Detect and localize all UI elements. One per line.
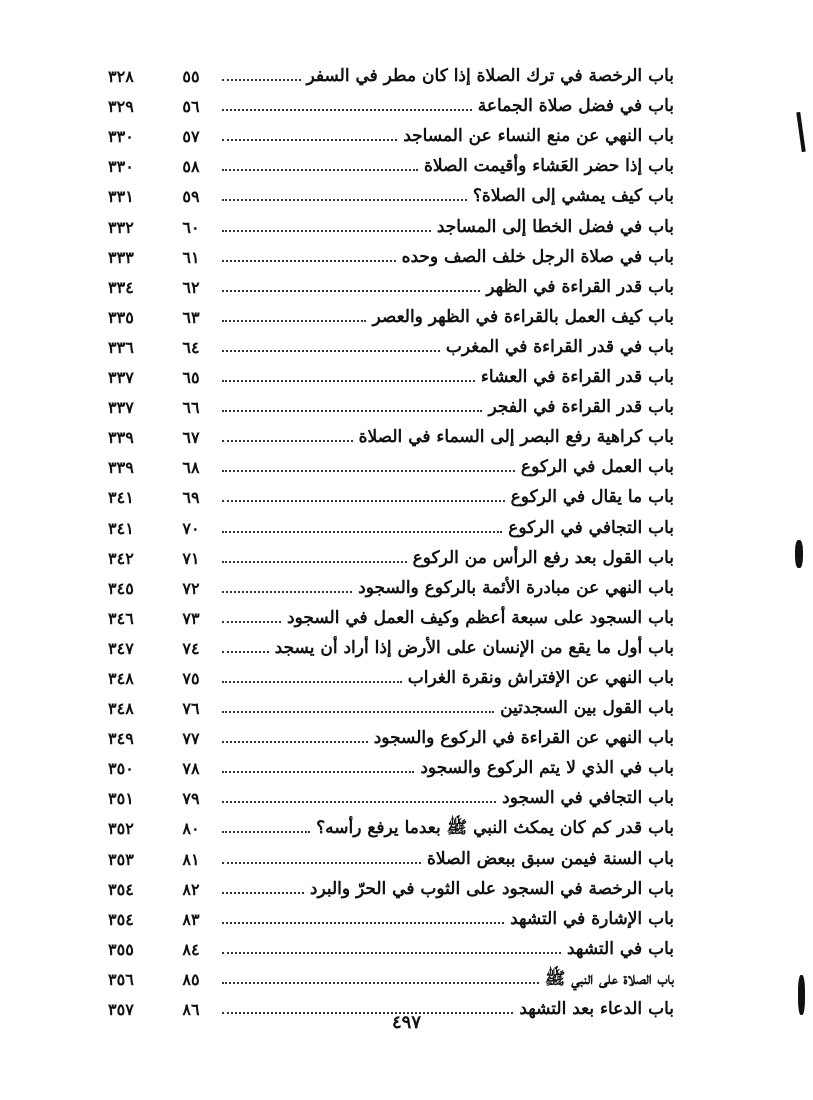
- dot-leader: [222, 530, 502, 533]
- toc-entry-number: ٦٦: [182, 398, 200, 418]
- toc-entry-number: ٦٤: [182, 337, 200, 357]
- toc-entry-page: ٣٣٠: [108, 127, 134, 147]
- dot-leader: [222, 289, 480, 292]
- dot-leader: [222, 740, 368, 743]
- dot-leader: [222, 108, 472, 111]
- toc-entry-number: ٥٦: [182, 97, 200, 117]
- dot-leader: [222, 198, 467, 201]
- toc-row: [108, 903, 674, 933]
- toc-row: [108, 180, 674, 210]
- toc-entry-title: باب قدر القراءة في الظهر: [486, 276, 674, 297]
- toc-entry-page: ٣٤٥: [108, 578, 134, 598]
- toc-entry-number: ٥٨: [182, 157, 200, 177]
- toc-entry-page: ٣٤١: [108, 518, 134, 538]
- toc-row: [108, 842, 674, 872]
- toc-entry-number: ٦١: [182, 247, 200, 267]
- toc-entry-title: باب التجافي في السجود: [502, 788, 674, 809]
- toc-row: [108, 271, 674, 301]
- dot-leader: [222, 800, 496, 803]
- toc-entry-number: ٧٥: [182, 668, 200, 688]
- toc-entry-title: باب كيف يمشي إلى الصلاة؟: [472, 186, 674, 207]
- toc-entry-title: باب أول ما يقع من الإنسان على الأرض إذا أراد أن يسجد: [274, 637, 674, 658]
- toc-entry-number: ٥٧: [182, 127, 200, 147]
- toc-row: [108, 963, 674, 993]
- dot-leader: [222, 620, 281, 623]
- toc-entry-number: ٨٤: [182, 939, 200, 959]
- dot-leader: [222, 259, 396, 262]
- toc-entry-page: ٣٤٦: [108, 608, 134, 628]
- toc-entry-page: ٣٥٤: [108, 879, 134, 899]
- toc-entry-page: ٣٤٨: [108, 699, 134, 719]
- toc-row: [108, 812, 674, 842]
- toc-entry-number: ٦٧: [182, 428, 200, 448]
- toc-row: [108, 572, 674, 602]
- dot-leader: [222, 650, 269, 653]
- toc-entry-number: ٦٩: [182, 488, 200, 508]
- toc-row: [108, 90, 674, 120]
- toc-entry-number: ٦٣: [182, 307, 200, 327]
- toc-entry-page: ٣٥٦: [108, 969, 134, 989]
- toc-entry-page: ٣٥٧: [108, 1000, 134, 1019]
- toc-entry-page: ٣٤١: [108, 488, 134, 508]
- toc-entry-number: ٨٥: [182, 969, 200, 989]
- toc-entry-page: ٣٥٤: [108, 909, 134, 929]
- toc-entry-page: ٣٣٠: [108, 157, 134, 177]
- toc-entry-title: باب كيف العمل بالقراءة في الظهر والعصر: [372, 306, 674, 327]
- toc-entry-number: ٦٠: [182, 217, 200, 237]
- toc-entry-number: ٦٨: [182, 458, 200, 478]
- dot-leader: [222, 379, 475, 382]
- toc-entry-number: ٧٤: [182, 638, 200, 658]
- toc-entry-title: باب كراهية رفع البصر إلى السماء في الصلاة: [358, 427, 674, 448]
- toc-row: [108, 301, 674, 331]
- toc-entry-title: باب الرخصة في ترك الصلاة إذا كان مطر في السفر: [306, 66, 674, 87]
- toc-entry-number: ٧١: [182, 548, 200, 568]
- toc-entry-title: باب في قدر القراءة في المغرب: [445, 336, 674, 357]
- toc-entry-number: ٧٩: [182, 789, 200, 809]
- toc-entry-number: ٧٣: [182, 608, 200, 628]
- toc-entry-title: باب القول بين السجدتين: [500, 698, 674, 719]
- toc-entry-number: ٧٨: [182, 759, 200, 779]
- toc-entry-page: ٣٣٩: [108, 428, 134, 448]
- toc-entry-page: ٣٥٥: [108, 939, 134, 959]
- toc-entry-page: ٣٥٢: [108, 819, 134, 839]
- toc-entry-page: ٣٣١: [108, 187, 134, 207]
- toc-entry-title: باب القول بعد رفع الرأس من الركوع: [412, 547, 674, 568]
- toc-entry-number: ٦٢: [182, 277, 200, 297]
- toc-row: [108, 391, 674, 421]
- toc-entry-title: باب في فضل صلاة الجماعة: [477, 96, 674, 117]
- toc-row: [108, 722, 674, 752]
- toc-entry-title: باب الرخصة في السجود على الثوب في الحرّ والبرد: [309, 878, 674, 899]
- dot-leader: [222, 168, 418, 171]
- dot-leader: [222, 590, 352, 593]
- toc-entry-page: ٣٣٩: [108, 458, 134, 478]
- toc-row: [108, 241, 674, 271]
- toc-row: [108, 451, 674, 481]
- toc-entry-title: باب النهي عن مبادرة الأئمة بالركوع والسجود: [358, 577, 674, 598]
- toc-entry-title: باب قدر القراءة في العشاء: [480, 367, 674, 388]
- toc-entry-number: ٨١: [182, 849, 200, 869]
- toc-row: [108, 120, 674, 150]
- toc-row: [108, 481, 674, 511]
- toc-entry-number: ٥٩: [182, 187, 200, 207]
- page-number: ٤٩٧: [391, 1012, 421, 1033]
- toc-entry-title: باب في الذي لا يتم الركوع والسجود: [420, 758, 674, 779]
- dot-leader: [222, 138, 397, 141]
- dot-leader: [222, 680, 402, 683]
- toc-entry-page: ٣٣٣: [108, 247, 134, 267]
- toc-entry-page: ٣٣٦: [108, 337, 134, 357]
- dot-leader: [222, 830, 310, 833]
- toc-entry-number: ٨٦: [182, 1000, 200, 1019]
- scan-mark: [796, 112, 806, 152]
- dot-leader: [222, 710, 494, 713]
- toc-entry-page: ٣٣٤: [108, 277, 134, 297]
- toc-entry-number: ٥٥: [182, 67, 200, 87]
- dot-leader: [222, 951, 561, 954]
- toc-entry-title: باب التجافي في الركوع: [508, 517, 674, 538]
- toc-entry-title: باب في صلاة الرجل خلف الصف وحده: [401, 246, 674, 267]
- scan-mark: [798, 975, 805, 1015]
- toc-entry-page: ٣٤٨: [108, 668, 134, 688]
- toc-entry-number: ٨٠: [182, 819, 200, 839]
- dot-leader: [222, 560, 407, 563]
- toc-row: [108, 60, 674, 90]
- toc-entry-title: باب قدر القراءة في الفجر: [488, 397, 674, 418]
- dot-leader: [222, 770, 414, 773]
- toc-entry-page: ٣٢٩: [108, 97, 134, 117]
- toc-entry-title: باب قدر كم كان يمكث النبي ﷺ بعدما يرفع رأسه؟: [316, 818, 674, 839]
- toc-entry-page: ٣٥٣: [108, 849, 134, 869]
- toc-row: [108, 361, 674, 391]
- toc-entry-page: ٣٤٩: [108, 729, 134, 749]
- toc-row: [108, 210, 674, 240]
- toc-entry-number: ٧٢: [182, 578, 200, 598]
- dot-leader: [222, 861, 421, 864]
- dot-leader: [222, 229, 431, 232]
- toc-row: [108, 421, 674, 451]
- toc-entry-page: ٣٣٢: [108, 217, 134, 237]
- toc-entry-title: باب النهي عن منع النساء عن المساجد: [403, 126, 674, 147]
- toc-entry-title: باب النهي عن القراءة في الركوع والسجود: [373, 728, 674, 749]
- toc-entry-page: ٣٤٢: [108, 548, 134, 568]
- dot-leader: [222, 319, 366, 322]
- toc-entry-title: باب الإشارة في التشهد: [510, 908, 674, 929]
- dot-leader: [222, 78, 301, 81]
- toc-row: [108, 511, 674, 541]
- toc-row: [108, 933, 674, 963]
- toc-entry-number: ٨٣: [182, 909, 200, 929]
- table-of-contents: [108, 60, 674, 1023]
- toc-entry-page: ٣٤٧: [108, 638, 134, 658]
- toc-row: [108, 662, 674, 692]
- toc-entry-number: ٧٧: [182, 729, 200, 749]
- toc-entry-page: ٣٢٨: [108, 67, 134, 87]
- toc-entry-title: باب إذا حضر العَشاء وأقيمت الصلاة: [423, 156, 674, 177]
- toc-row: [108, 752, 674, 782]
- toc-entry-number: ٧٦: [182, 699, 200, 719]
- dot-leader: [222, 409, 482, 412]
- dot-leader: [222, 499, 505, 502]
- toc-row: [108, 602, 674, 632]
- toc-entry-title: باب ما يقال في الركوع: [510, 487, 674, 508]
- toc-entry-title: باب السنة فيمن سبق ببعض الصلاة: [427, 848, 674, 869]
- toc-row: [108, 331, 674, 361]
- toc-entry-title: باب النهي عن الإفتراش ونقرة الغراب: [407, 667, 674, 688]
- toc-row: [108, 873, 674, 903]
- dot-leader: [222, 349, 440, 352]
- dot-leader: [222, 891, 304, 894]
- toc-row: [108, 542, 674, 572]
- toc-entry-page: ٣٥١: [108, 789, 134, 809]
- dot-leader: [222, 981, 539, 984]
- toc-entry-page: ٣٣٧: [108, 398, 134, 418]
- toc-entry-title: باب الدعاء بعد التشهد: [519, 999, 674, 1019]
- toc-row: [108, 150, 674, 180]
- toc-entry-title: باب العمل في الركوع: [520, 457, 674, 478]
- scan-mark: [795, 540, 803, 568]
- toc-entry-page: ٣٣٧: [108, 368, 134, 388]
- toc-entry-title: باب في التشهد: [566, 938, 674, 959]
- dot-leader: [222, 921, 504, 924]
- toc-entry-number: ٧٠: [182, 518, 200, 538]
- dot-leader: [222, 439, 353, 442]
- toc-row: [108, 692, 674, 722]
- toc-row: [108, 782, 674, 812]
- toc-entry-title: باب الصلاة على النبي ﷺ: [544, 968, 674, 989]
- toc-entry-page: ٣٣٥: [108, 307, 134, 327]
- dot-leader: [222, 469, 515, 472]
- toc-entry-number: ٨٢: [182, 879, 200, 899]
- toc-entry-title: باب السجود على سبعة أعظم وكيف العمل في السجود: [287, 607, 674, 628]
- toc-entry-page: ٣٥٠: [108, 759, 134, 779]
- toc-row: [108, 632, 674, 662]
- toc-entry-title: باب في فضل الخطا إلى المساجد: [436, 216, 674, 237]
- toc-entry-number: ٦٥: [182, 368, 200, 388]
